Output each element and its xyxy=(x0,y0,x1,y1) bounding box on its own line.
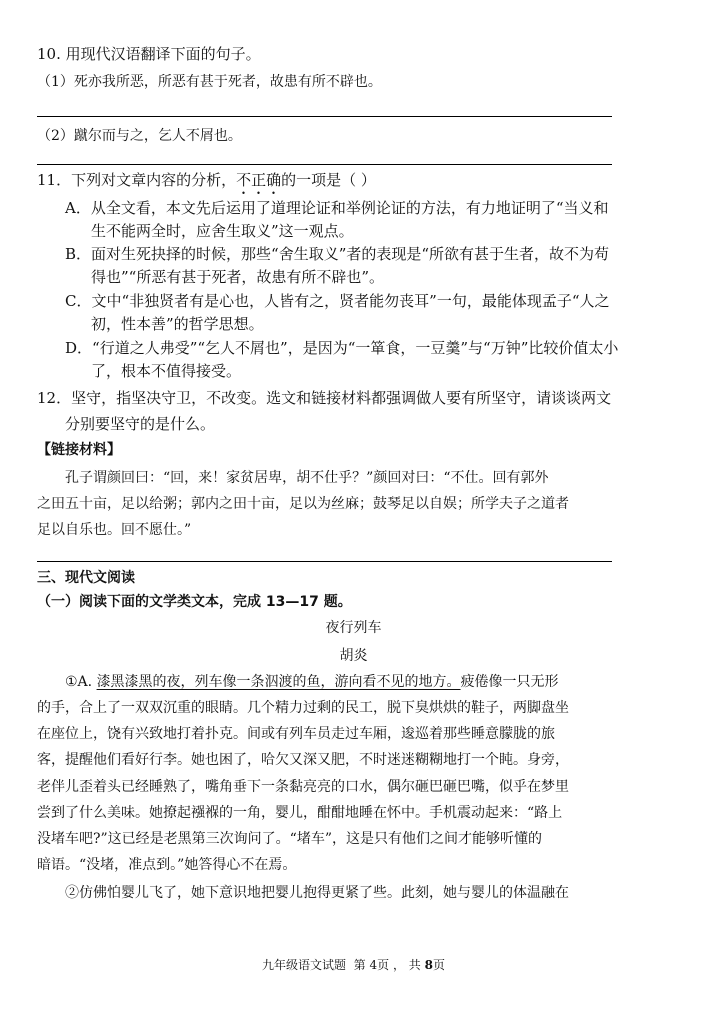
link-material-heading: 【链接材料】 xyxy=(37,442,121,458)
para1-line8: 暗语。“没堵，准点到。”她答得心不在焉。 xyxy=(37,857,297,873)
footer-separator: ， xyxy=(392,958,405,972)
link-material-line2: 之田五十亩，足以给粥；郭内之田十亩，足以为丝麻；鼓琴足以自娱；所学夫子之道者 xyxy=(37,496,569,512)
footer-page-unit: 页 xyxy=(432,958,445,972)
q10-sentence-2: （2）蹴尔而与之，乞人不屑也。 xyxy=(37,128,242,144)
q11-stem-emphasis: 不正确 xyxy=(236,171,282,189)
q12-line1: 12．坚守，指坚决守卫，不改变。选文和链接材料都强调做人要有所坚守，请谈谈两文 xyxy=(37,389,612,407)
answer-line xyxy=(37,561,612,562)
para1-line4: 客，提醒他们看好行李。她也困了，哈欠又深又肥，不时迷迷糊糊地打一个盹。身旁， xyxy=(37,752,569,768)
footer-total-label: 共 xyxy=(408,958,421,972)
q10-sentence-1: （1）死亦我所恶，所恶有甚于死者，故患有所不辟也。 xyxy=(37,74,382,90)
q12-line2: 分别要坚守的是什么。 xyxy=(65,415,216,433)
q11-option-a-line2: 生不能两全时，应舍生取义”这一观点。 xyxy=(91,222,354,240)
link-material-line1: 孔子谓颜回曰：“回，来！家贫居卑，胡不仕乎？”颜回对曰：“不仕。回有郭外 xyxy=(65,470,549,486)
q11-stem-a: 11．下列对文章内容的分析， xyxy=(37,171,237,189)
para1-underlined-sentence: 漆黑漆黑的夜，列车像一条泅渡的鱼，游向看不见的地方。 xyxy=(96,674,461,690)
footer-page-number: 第 4页 xyxy=(353,958,390,972)
section-title: 三、现代文阅读 xyxy=(37,570,135,586)
q11-option-b-line1: B．面对生死抉择的时候，那些“舍生取义”者的表现是“所欲有甚于生者，故不为苟 xyxy=(65,245,610,263)
footer-total-pages: 8 xyxy=(424,958,433,972)
para1-line7: 没堵车吧?”这已经是老黑第三次询问了。“堵车”，这是只有他们之间才能够听懂的 xyxy=(37,831,542,847)
q11-option-c-line2: 初，性本善”的哲学思想。 xyxy=(91,315,264,333)
para1-line1-rest: 疲倦像一只无形 xyxy=(460,674,559,690)
q11-option-d-line2: 了，根本不值得接受。 xyxy=(91,362,242,380)
answer-line xyxy=(37,164,612,165)
para1-line1 xyxy=(65,672,559,692)
para1-line5: 老伴儿歪着头已经睡熟了，嘴角垂下一条黏亮亮的口水，偶尔砸巴砸巴嘴，似乎在梦里 xyxy=(37,779,569,795)
q11-stem xyxy=(37,170,376,198)
para2-line1: ②仿佛怕婴儿飞了，她下意识地把婴儿抱得更紧了些。此刻，她与婴儿的体温融在 xyxy=(65,885,569,901)
q11-option-c-line1: C．文中“非独贤者有是心也，人皆有之，贤者能勿丧耳”一句，最能体现孟子“人之 xyxy=(65,292,610,310)
link-material-line3: 足以自乐也。回不愿仕。” xyxy=(37,522,192,538)
para1-line2: 的手，合上了一双双沉重的眼睛。几个精力过剩的民工，脱下臭烘烘的鞋子，两脚盘坐 xyxy=(37,700,569,716)
para1-marker: ①A. xyxy=(65,674,97,690)
para1-line6: 尝到了什么美味。她撩起襁褓的一角，婴儿，酣酣地睡在怀中。手机震动起来：“路上 xyxy=(37,805,563,821)
q11-option-b-line2: 得也”“所恶有甚于死者，故患有所不辟也”。 xyxy=(91,268,385,286)
section-subtitle: （一）阅读下面的文学类文本，完成 13—17 题。 xyxy=(37,594,352,610)
story-author: 胡炎 xyxy=(339,648,368,664)
q11-stem-b: 的一项是（ ） xyxy=(281,171,376,189)
para1-line3: 在座位上，饶有兴致地打着扑克。间或有列车员走过车厢，逡巡着那些睡意朦胧的旅 xyxy=(37,726,555,742)
footer-exam-name: 九年级语文试题 xyxy=(262,958,347,972)
q11-option-a-line1: A．从全文看，本文先后运用了道理论证和举例论证的方法，有力地证明了“当义和 xyxy=(65,199,609,217)
q11-option-d-line1: D．“行道之人弗受”“乞人不屑也”，是因为“一箪食，一豆羹”与“万钟”比较价值太小 xyxy=(65,339,619,357)
q10-stem: 10. 用现代汉语翻译下面的句子。 xyxy=(37,45,261,63)
page-footer xyxy=(0,955,707,975)
answer-line xyxy=(37,116,612,117)
story-title: 夜行列车 xyxy=(325,620,382,636)
